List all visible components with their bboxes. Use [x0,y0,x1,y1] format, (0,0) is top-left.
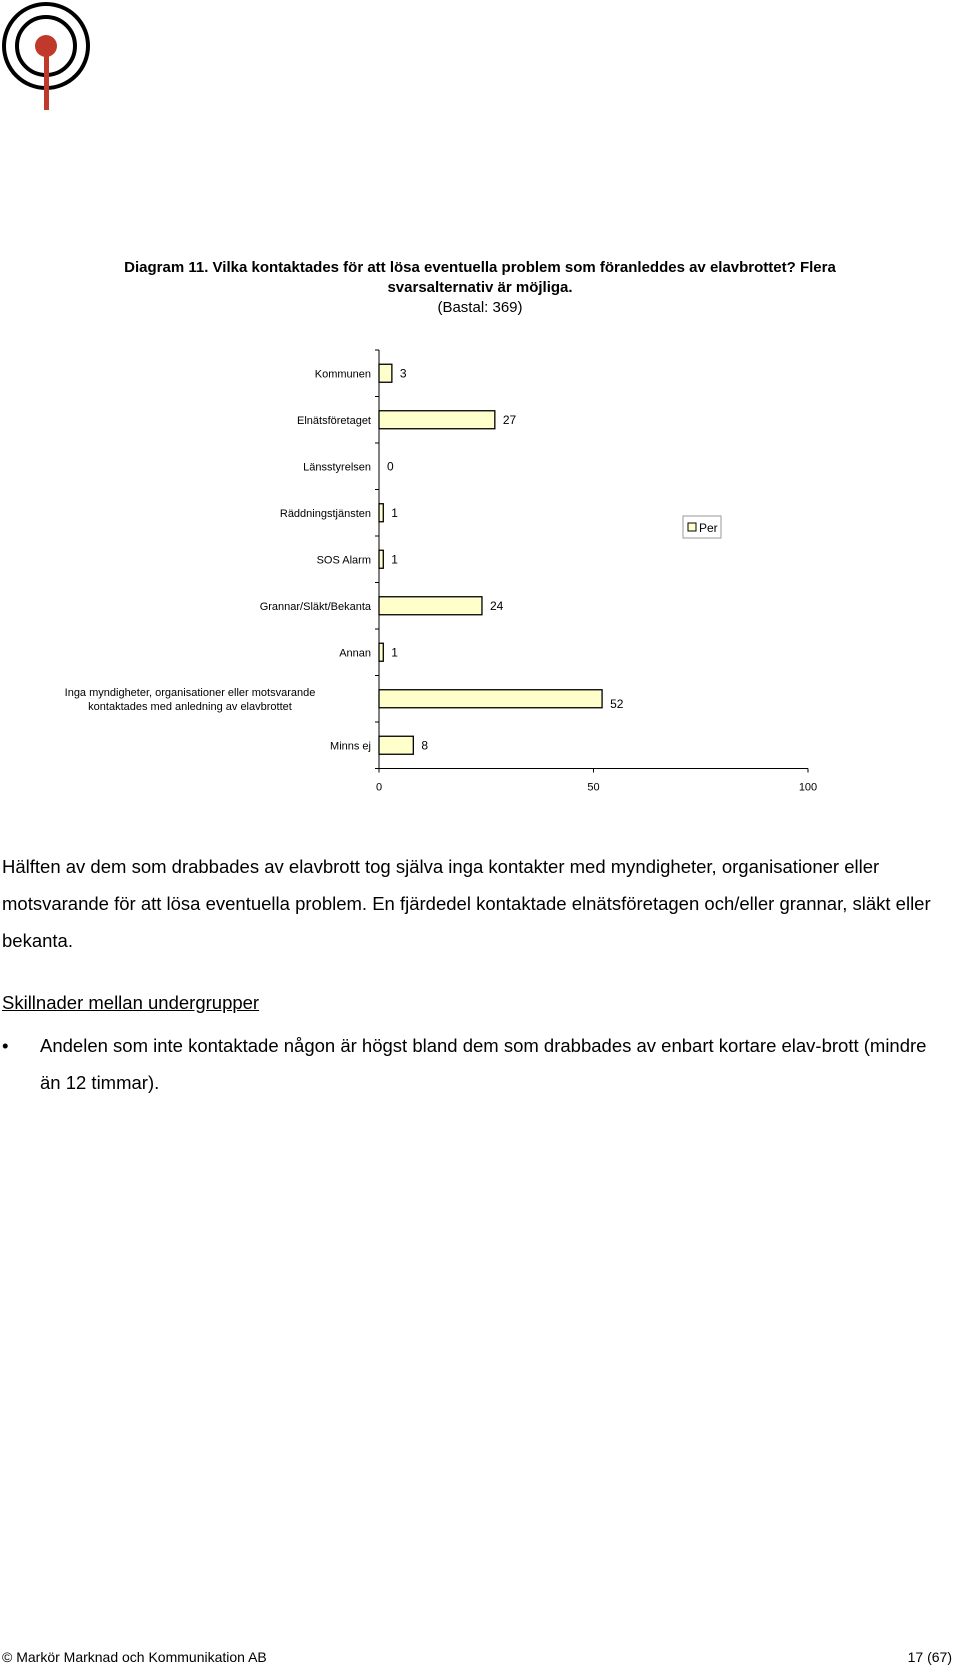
x-tick-label: 0 [375,781,383,794]
chart-title [90,258,870,318]
bullet-dot-icon: • [2,1035,9,1056]
bar [379,736,413,754]
x-tick-label: 50 [587,781,600,794]
bar [379,504,383,522]
footer-copyright: © Markör Marknad och Kommunikation AB [2,1649,267,1665]
chart-title-text: Diagram 11. Vilka kontaktades för att lösa eventuella problem som föranleddes av elavbrottet? Flera svarsalternativ är möjliga. [124,259,836,296]
category-label: Minns ej [330,740,371,753]
category-label: SOS Alarm [316,554,371,567]
data-label: 1 [391,552,398,567]
category-label: Inga myndigheter, organisationer eller motsvarande kontaktades med anledning av elavbrottet [64,686,316,713]
legend-swatch [688,523,696,531]
category-label: Räddningstjänsten [279,507,371,520]
company-logo [0,0,100,112]
body-paragraph: Hälften av dem som drabbades av elavbrott tog själva inga kontakter med myndigheter, organisationer eller motsvarande för att lösa eventuella problem. En fjärdedel kontaktade elnätsföretagen och/eller grannar, släkt eller bekanta. [2,856,931,951]
chart-subtitle: (Bastal: 369) [437,299,523,316]
data-label: 27 [502,412,517,427]
data-label: 0 [387,459,394,474]
data-label: 1 [391,505,398,520]
bar [379,643,383,661]
data-label: 24 [489,598,504,613]
data-label: 3 [399,366,407,381]
bar [379,364,392,382]
data-label: 1 [391,645,398,660]
bar [379,411,495,429]
bullet-text: Andelen som inte kontaktade någon är högst bland dem som drabbades av enbart kortare elav-brott (mindre än 12 timmar). [40,1035,927,1093]
category-label: Länsstyrelsen [303,461,371,474]
bar-chart [0,350,960,794]
bar [379,550,383,568]
section-heading: Skillnader mellan undergrupper [2,992,260,1013]
category-label: Kommunen [314,368,371,381]
category-label: Grannar/Släkt/Bekanta [259,600,371,613]
footer-page-number: 17 (67) [907,1649,952,1665]
data-label: 8 [421,738,429,753]
category-label: Annan [339,647,371,660]
bar [379,597,482,615]
legend-label: Per [699,521,718,535]
data-label: 52 [610,696,624,711]
category-label: Elnätsföretaget [297,414,371,427]
bar [379,690,602,708]
x-tick-label: 100 [798,781,818,794]
